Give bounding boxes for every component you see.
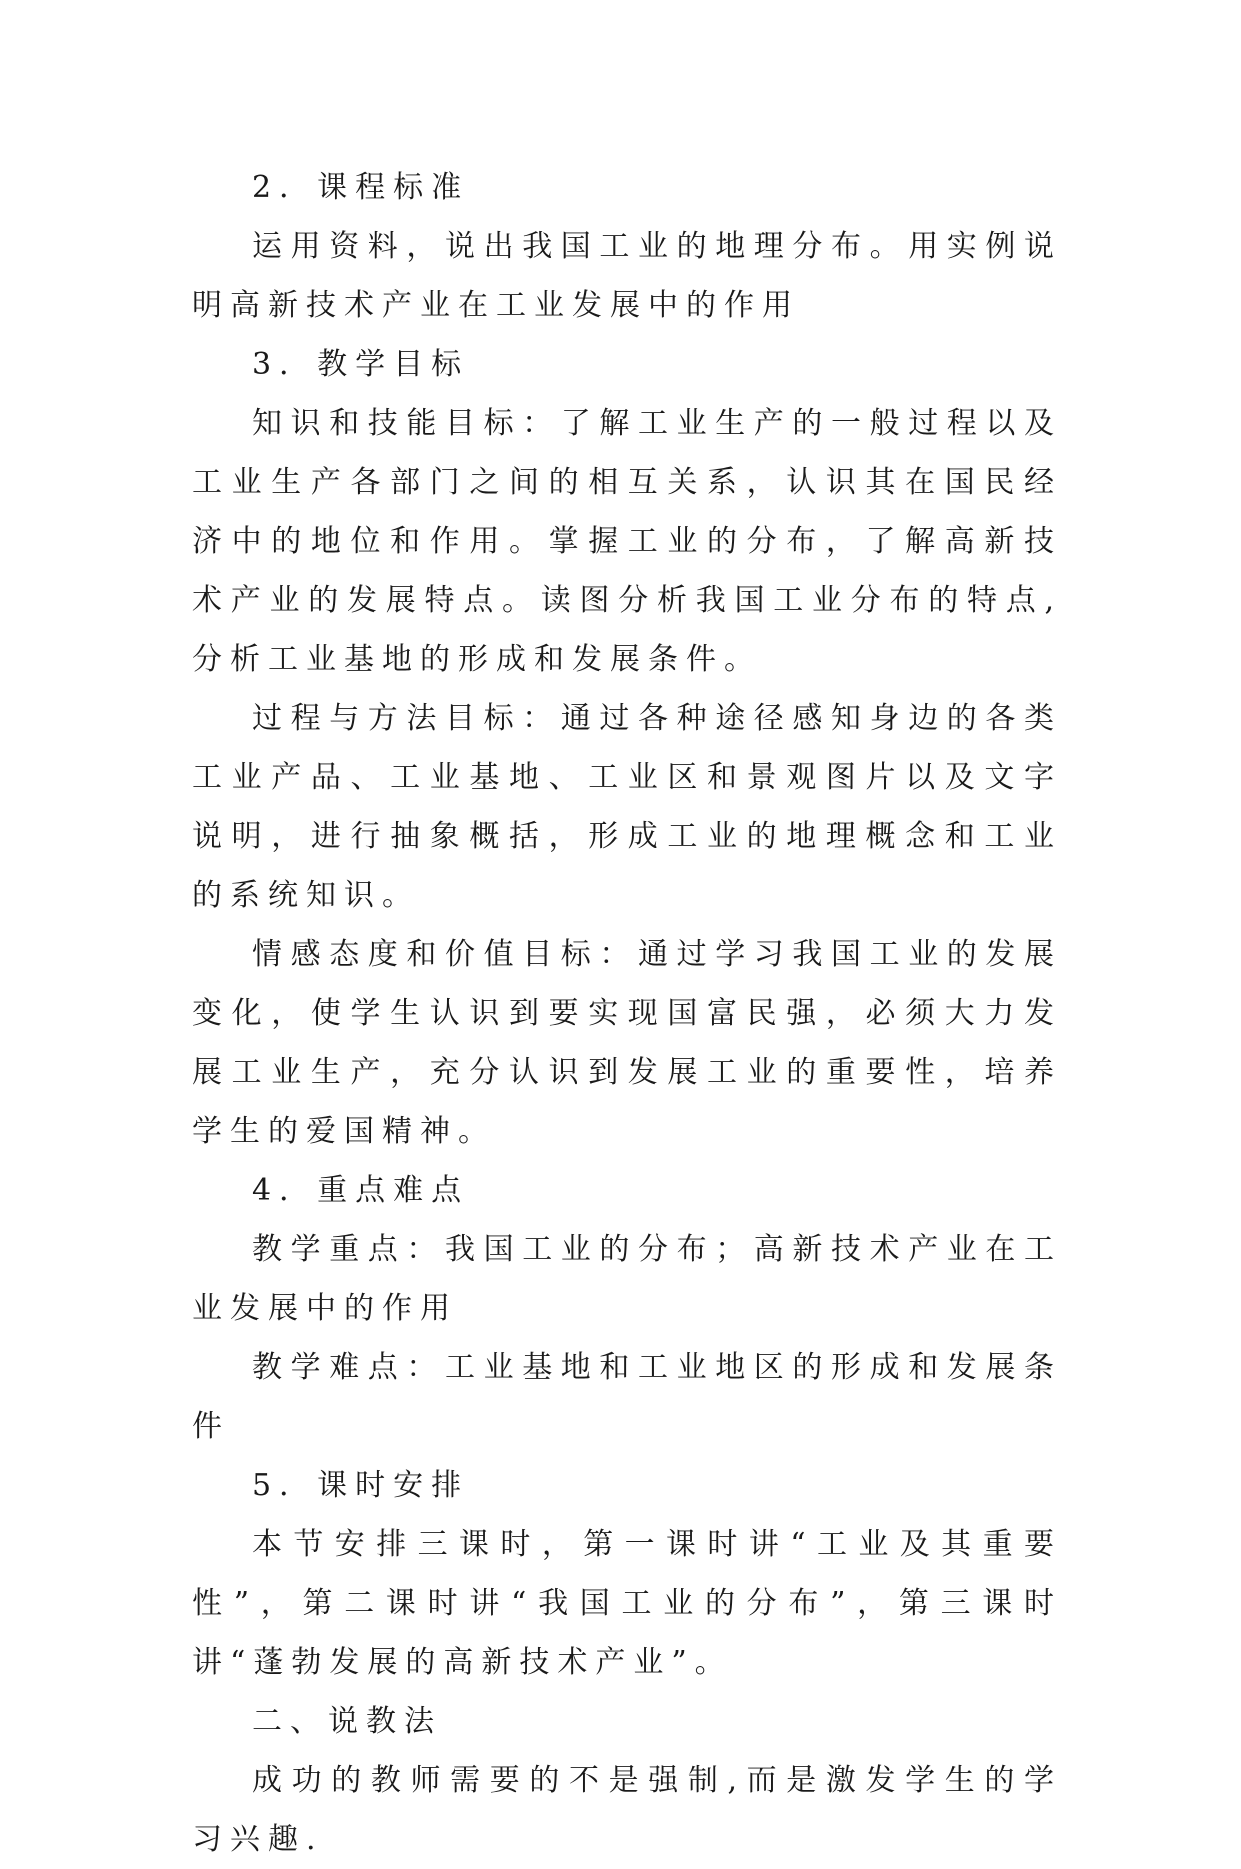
paragraph-schedule: 本节安排三课时，第一课时讲“工业及其重要性”，第二课时讲“我国工业的分布”，第三课时讲“蓬勃发展的高新技术产业”。: [192, 1527, 1062, 1680]
heading-course-standard: 2．课程标准: [252, 170, 470, 205]
paragraph-key-point: 教学重点：我国工业的分布；高新技术产业在工业发展中的作用: [192, 1232, 1062, 1326]
paragraph-difficult-point: 教学难点：工业基地和工业地区的形成和发展条件: [192, 1350, 1062, 1444]
paragraph-process-goal: 过程与方法目标：通过各种途径感知身边的各类工业产品、工业基地、工业区和景观图片以及文字说明，进行抽象概括，形成工业的地理概念和工业的系统知识。: [192, 701, 1062, 913]
paragraph-course-standard: 运用资料，说出我国工业的地理分布。用实例说明高新技术产业在工业发展中的作用: [192, 229, 1062, 323]
paragraph-attitude-goal: 情感态度和价值目标：通过学习我国工业的发展变化，使学生认识到要实现国富民强，必须大力发展工业生产，充分认识到发展工业的重要性，培养学生的爱国精神。: [192, 937, 1062, 1149]
heading-teaching-method: 二、说教法: [252, 1704, 442, 1739]
paragraph-knowledge-goal: 知识和技能目标：了解工业生产的一般过程以及工业生产各部门之间的相互关系，认识其在国民经济中的地位和作用。掌握工业的分布，了解高新技术产业的发展特点。读图分析我国工业分布的特点,分析工业基地的形成和发展条件。: [192, 406, 1062, 677]
heading-teaching-goals: 3．教学目标: [252, 347, 470, 382]
heading-key-points: 4．重点难点: [252, 1173, 470, 1208]
heading-schedule: 5．课时安排: [252, 1468, 470, 1503]
paragraph-teaching-method: 成功的教师需要的不是强制,而是激发学生的学习兴趣.: [192, 1763, 1062, 1857]
document-body: [192, 158, 1062, 1869]
